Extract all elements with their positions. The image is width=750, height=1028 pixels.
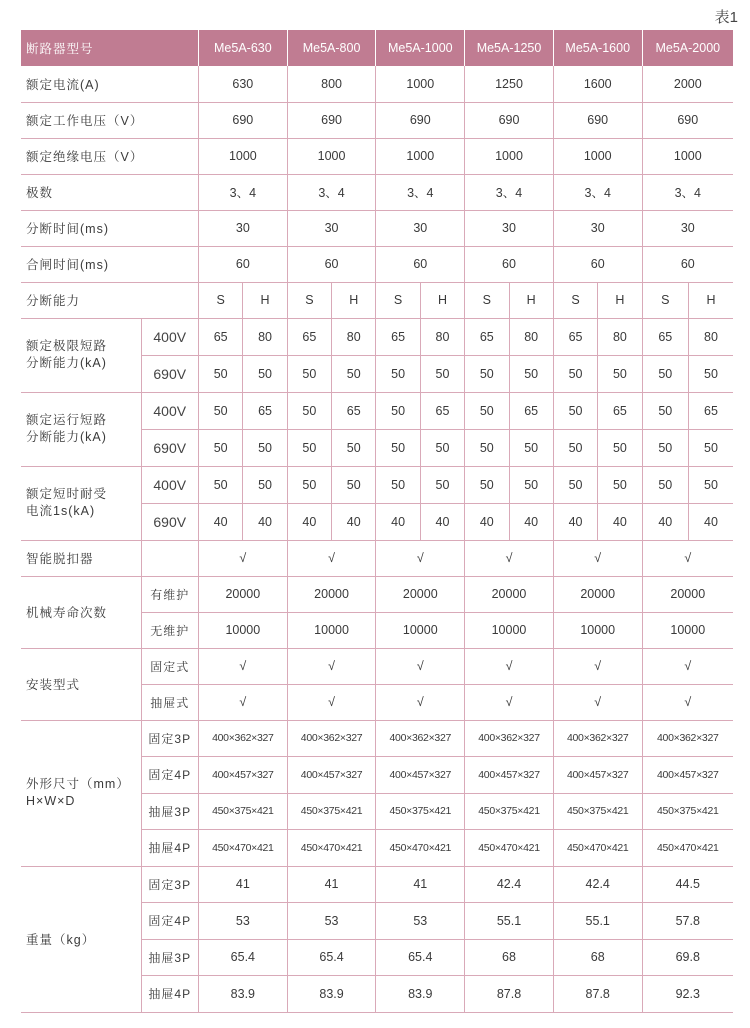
value-cell: 1000 bbox=[465, 138, 554, 174]
value-cell: √ bbox=[642, 684, 733, 720]
value-cell: √ bbox=[642, 648, 733, 684]
value-cell: 400×362×327 bbox=[198, 720, 287, 757]
value-cell: 83.9 bbox=[376, 976, 465, 1013]
row-label: 重量（kg） bbox=[21, 866, 141, 1012]
s-header: S bbox=[376, 282, 420, 318]
break-time-row bbox=[21, 210, 733, 246]
close-time-row bbox=[21, 246, 733, 282]
value-cell: 450×470×421 bbox=[198, 830, 287, 867]
value-cell: 40 bbox=[642, 503, 688, 540]
value-cell: 60 bbox=[198, 246, 287, 282]
value-cell: 40 bbox=[243, 503, 287, 540]
value-cell: 50 bbox=[509, 355, 553, 392]
value-cell: 450×375×421 bbox=[553, 793, 642, 830]
value-cell: 92.3 bbox=[642, 976, 733, 1013]
value-cell: 50 bbox=[642, 429, 688, 466]
row-label: 额定电流(A) bbox=[21, 66, 198, 102]
label-line: 额定运行短路 bbox=[26, 413, 108, 427]
value-cell: 30 bbox=[465, 210, 554, 246]
s-header: S bbox=[198, 282, 242, 318]
value-cell: 50 bbox=[598, 429, 642, 466]
value-cell: 50 bbox=[376, 355, 420, 392]
value-cell: 690 bbox=[465, 102, 554, 138]
label-line: 分断能力(kA) bbox=[26, 430, 107, 444]
value-cell: 60 bbox=[287, 246, 376, 282]
value-cell: 65 bbox=[287, 318, 331, 355]
row-label: 机械寿命次数 bbox=[21, 576, 141, 648]
value-cell: 50 bbox=[420, 466, 464, 503]
service-breaking-row bbox=[21, 392, 733, 429]
value-cell: 30 bbox=[376, 210, 465, 246]
sub-label: 抽屉3P bbox=[141, 939, 198, 976]
value-cell: 10000 bbox=[376, 612, 465, 648]
s-header: S bbox=[553, 282, 597, 318]
value-cell: 50 bbox=[198, 355, 242, 392]
value-cell: 80 bbox=[598, 318, 642, 355]
value-cell: 400×457×327 bbox=[465, 757, 554, 794]
value-cell: √ bbox=[376, 684, 465, 720]
value-cell: 1250 bbox=[465, 66, 554, 102]
value-cell: √ bbox=[553, 540, 642, 576]
value-cell: 690 bbox=[198, 102, 287, 138]
value-cell: √ bbox=[287, 540, 376, 576]
h-header: H bbox=[332, 282, 376, 318]
value-cell: 65 bbox=[198, 318, 242, 355]
header-label: 断路器型号 bbox=[21, 30, 198, 66]
value-cell: 450×470×421 bbox=[553, 830, 642, 867]
value-cell: 10000 bbox=[553, 612, 642, 648]
value-cell: 40 bbox=[465, 503, 509, 540]
value-cell: 50 bbox=[376, 429, 420, 466]
row-label bbox=[21, 392, 141, 466]
value-cell: 1000 bbox=[376, 138, 465, 174]
value-cell: 50 bbox=[553, 429, 597, 466]
value-cell: 400×457×327 bbox=[553, 757, 642, 794]
value-cell: 50 bbox=[332, 466, 376, 503]
row-label: 极数 bbox=[21, 174, 198, 210]
value-cell: 50 bbox=[688, 429, 733, 466]
value-cell: 50 bbox=[287, 392, 331, 429]
voltage-label: 400V bbox=[141, 392, 198, 429]
value-cell: 80 bbox=[243, 318, 287, 355]
dimensions-row bbox=[21, 720, 733, 757]
row-label: 智能脱扣器 bbox=[21, 540, 141, 576]
value-cell: 50 bbox=[688, 466, 733, 503]
value-cell: 50 bbox=[598, 355, 642, 392]
row-label: 分断时间(ms) bbox=[21, 210, 198, 246]
value-cell: 1000 bbox=[642, 138, 733, 174]
value-cell: 30 bbox=[198, 210, 287, 246]
voltage-label: 690V bbox=[141, 355, 198, 392]
h-header: H bbox=[598, 282, 642, 318]
value-cell: 450×470×421 bbox=[376, 830, 465, 867]
value-cell: 400×362×327 bbox=[287, 720, 376, 757]
value-cell: 53 bbox=[376, 903, 465, 940]
table-number: 表1 bbox=[714, 9, 738, 26]
value-cell: 400×457×327 bbox=[198, 757, 287, 794]
model-header: Me5A-1600 bbox=[553, 30, 642, 66]
value-cell: 1000 bbox=[287, 138, 376, 174]
short-time-row bbox=[21, 466, 733, 503]
value-cell: √ bbox=[465, 684, 554, 720]
value-cell: 2000 bbox=[642, 66, 733, 102]
voltage-label: 690V bbox=[141, 429, 198, 466]
value-cell: 30 bbox=[642, 210, 733, 246]
row-label: 分断能力 bbox=[21, 282, 198, 318]
value-cell: 40 bbox=[198, 503, 242, 540]
value-cell: 10000 bbox=[198, 612, 287, 648]
model-header: Me5A-1250 bbox=[465, 30, 554, 66]
label-line: 外形尺寸（mm） bbox=[26, 777, 130, 791]
value-cell: √ bbox=[376, 540, 465, 576]
value-cell: 65.4 bbox=[376, 939, 465, 976]
sub-label: 有维护 bbox=[141, 576, 198, 612]
row-label: 安装型式 bbox=[21, 648, 141, 720]
value-cell: 50 bbox=[198, 466, 242, 503]
value-cell: 1000 bbox=[198, 138, 287, 174]
spec-table-body bbox=[21, 30, 733, 1012]
value-cell: 40 bbox=[509, 503, 553, 540]
value-cell: 3、4 bbox=[287, 174, 376, 210]
value-cell: 40 bbox=[332, 503, 376, 540]
value-cell: 65 bbox=[376, 318, 420, 355]
value-cell: 41 bbox=[287, 866, 376, 903]
h-header: H bbox=[509, 282, 553, 318]
ultimate-breaking-row bbox=[21, 318, 733, 355]
value-cell: 65 bbox=[243, 392, 287, 429]
value-cell: 60 bbox=[376, 246, 465, 282]
value-cell: √ bbox=[198, 540, 287, 576]
weight-row bbox=[21, 866, 733, 903]
label-line: 额定极限短路 bbox=[26, 339, 108, 353]
value-cell: 68 bbox=[553, 939, 642, 976]
header-row bbox=[21, 30, 733, 66]
value-cell: 400×362×327 bbox=[465, 720, 554, 757]
value-cell: 50 bbox=[243, 355, 287, 392]
value-cell: 50 bbox=[642, 392, 688, 429]
value-cell: 1000 bbox=[376, 66, 465, 102]
value-cell: 53 bbox=[198, 903, 287, 940]
value-cell: 50 bbox=[332, 355, 376, 392]
value-cell: 50 bbox=[465, 466, 509, 503]
voltage-label: 400V bbox=[141, 318, 198, 355]
value-cell: 50 bbox=[198, 392, 242, 429]
value-cell: 40 bbox=[688, 503, 733, 540]
value-cell: 50 bbox=[376, 392, 420, 429]
value-cell: 80 bbox=[420, 318, 464, 355]
voltage-label: 400V bbox=[141, 466, 198, 503]
value-cell: √ bbox=[376, 648, 465, 684]
value-cell: 20000 bbox=[198, 576, 287, 612]
sub-label: 抽屉4P bbox=[141, 976, 198, 1013]
model-header: Me5A-2000 bbox=[642, 30, 733, 66]
value-cell: 400×362×327 bbox=[376, 720, 465, 757]
value-cell: √ bbox=[642, 540, 733, 576]
value-cell: 400×362×327 bbox=[642, 720, 733, 757]
value-cell: 3、4 bbox=[553, 174, 642, 210]
value-cell: 40 bbox=[287, 503, 331, 540]
value-cell: 1600 bbox=[553, 66, 642, 102]
value-cell: 450×470×421 bbox=[465, 830, 554, 867]
s-header: S bbox=[642, 282, 688, 318]
value-cell: 400×457×327 bbox=[376, 757, 465, 794]
value-cell: 83.9 bbox=[287, 976, 376, 1013]
sub-label: 抽屉4P bbox=[141, 830, 198, 867]
value-cell: 3、4 bbox=[376, 174, 465, 210]
model-header: Me5A-1000 bbox=[376, 30, 465, 66]
value-cell: 10000 bbox=[465, 612, 554, 648]
value-cell: 50 bbox=[287, 429, 331, 466]
value-cell: 40 bbox=[598, 503, 642, 540]
value-cell: 10000 bbox=[642, 612, 733, 648]
value-cell: 50 bbox=[553, 392, 597, 429]
label-line: 电流1s(kA) bbox=[26, 504, 96, 518]
value-cell: 50 bbox=[509, 466, 553, 503]
value-cell: 42.4 bbox=[465, 866, 554, 903]
value-cell: √ bbox=[198, 684, 287, 720]
value-cell: 30 bbox=[287, 210, 376, 246]
breaking-capacity-row bbox=[21, 282, 733, 318]
value-cell: 20000 bbox=[553, 576, 642, 612]
poles-row bbox=[21, 174, 733, 210]
value-cell: √ bbox=[198, 648, 287, 684]
spec-table bbox=[21, 30, 733, 1013]
sub-label: 固定4P bbox=[141, 757, 198, 794]
value-cell: 80 bbox=[509, 318, 553, 355]
value-cell: 80 bbox=[688, 318, 733, 355]
value-cell: 50 bbox=[332, 429, 376, 466]
sub-label: 抽屉式 bbox=[141, 684, 198, 720]
value-cell: √ bbox=[465, 540, 554, 576]
sub-label: 固定式 bbox=[141, 648, 198, 684]
value-cell: 65.4 bbox=[198, 939, 287, 976]
value-cell: 50 bbox=[376, 466, 420, 503]
value-cell: √ bbox=[287, 684, 376, 720]
value-cell: √ bbox=[553, 648, 642, 684]
value-cell: 69.8 bbox=[642, 939, 733, 976]
value-cell: 65 bbox=[332, 392, 376, 429]
value-cell: √ bbox=[287, 648, 376, 684]
s-header: S bbox=[465, 282, 509, 318]
value-cell: 44.5 bbox=[642, 866, 733, 903]
value-cell: 41 bbox=[198, 866, 287, 903]
s-header: S bbox=[287, 282, 331, 318]
label-line: 分断能力(kA) bbox=[26, 356, 107, 370]
insulation-voltage-row bbox=[21, 138, 733, 174]
model-header: Me5A-800 bbox=[287, 30, 376, 66]
value-cell: 20000 bbox=[642, 576, 733, 612]
value-cell: 50 bbox=[465, 429, 509, 466]
rated-voltage-row bbox=[21, 102, 733, 138]
sub-label: 固定4P bbox=[141, 903, 198, 940]
value-cell: 20000 bbox=[376, 576, 465, 612]
value-cell: 800 bbox=[287, 66, 376, 102]
label-line: 额定短时耐受 bbox=[26, 487, 108, 501]
value-cell: √ bbox=[465, 648, 554, 684]
value-cell: 50 bbox=[642, 466, 688, 503]
rated-current-row bbox=[21, 66, 733, 102]
value-cell: 60 bbox=[553, 246, 642, 282]
voltage-label: 690V bbox=[141, 503, 198, 540]
value-cell: 65 bbox=[509, 392, 553, 429]
value-cell: 65 bbox=[642, 318, 688, 355]
label-line: H×W×D bbox=[26, 794, 76, 808]
value-cell: 630 bbox=[198, 66, 287, 102]
value-cell: 40 bbox=[376, 503, 420, 540]
value-cell: 55.1 bbox=[465, 903, 554, 940]
sub-label: 抽屉3P bbox=[141, 793, 198, 830]
row-label: 合闸时间(ms) bbox=[21, 246, 198, 282]
value-cell: 3、4 bbox=[642, 174, 733, 210]
value-cell: 20000 bbox=[465, 576, 554, 612]
value-cell: 83.9 bbox=[198, 976, 287, 1013]
smart-trip-row bbox=[21, 540, 733, 576]
h-header: H bbox=[420, 282, 464, 318]
row-label bbox=[21, 318, 141, 392]
value-cell: 65 bbox=[688, 392, 733, 429]
value-cell: 65 bbox=[420, 392, 464, 429]
value-cell: 65.4 bbox=[287, 939, 376, 976]
value-cell: 50 bbox=[642, 355, 688, 392]
value-cell: 50 bbox=[465, 392, 509, 429]
value-cell: 400×362×327 bbox=[553, 720, 642, 757]
value-cell: 450×470×421 bbox=[287, 830, 376, 867]
value-cell: 60 bbox=[465, 246, 554, 282]
value-cell: 400×457×327 bbox=[642, 757, 733, 794]
value-cell: 50 bbox=[509, 429, 553, 466]
value-cell: 53 bbox=[287, 903, 376, 940]
sub-label: 固定3P bbox=[141, 866, 198, 903]
value-cell: 41 bbox=[376, 866, 465, 903]
value-cell: 80 bbox=[332, 318, 376, 355]
value-cell: 450×375×421 bbox=[287, 793, 376, 830]
value-cell: 65 bbox=[465, 318, 509, 355]
value-cell: 1000 bbox=[553, 138, 642, 174]
empty-cell bbox=[141, 540, 198, 576]
value-cell: 50 bbox=[243, 466, 287, 503]
row-label bbox=[21, 720, 141, 866]
value-cell: 450×470×421 bbox=[642, 830, 733, 867]
value-cell: 20000 bbox=[287, 576, 376, 612]
value-cell: 690 bbox=[376, 102, 465, 138]
value-cell: 690 bbox=[287, 102, 376, 138]
row-label: 额定工作电压（V） bbox=[21, 102, 198, 138]
h-header: H bbox=[688, 282, 733, 318]
value-cell: 57.8 bbox=[642, 903, 733, 940]
value-cell: 55.1 bbox=[553, 903, 642, 940]
value-cell: 3、4 bbox=[198, 174, 287, 210]
value-cell: 450×375×421 bbox=[376, 793, 465, 830]
value-cell: 50 bbox=[553, 355, 597, 392]
value-cell: 50 bbox=[198, 429, 242, 466]
h-header: H bbox=[243, 282, 287, 318]
row-label bbox=[21, 466, 141, 540]
value-cell: 50 bbox=[598, 466, 642, 503]
model-header: Me5A-630 bbox=[198, 30, 287, 66]
value-cell: 3、4 bbox=[465, 174, 554, 210]
row-label: 额定绝缘电压（V） bbox=[21, 138, 198, 174]
value-cell: 400×457×327 bbox=[287, 757, 376, 794]
value-cell: 40 bbox=[553, 503, 597, 540]
value-cell: 65 bbox=[598, 392, 642, 429]
value-cell: 50 bbox=[465, 355, 509, 392]
value-cell: 50 bbox=[688, 355, 733, 392]
value-cell: 450×375×421 bbox=[465, 793, 554, 830]
value-cell: 50 bbox=[420, 355, 464, 392]
sub-label: 固定3P bbox=[141, 720, 198, 757]
value-cell: 50 bbox=[287, 355, 331, 392]
value-cell: 10000 bbox=[287, 612, 376, 648]
value-cell: 50 bbox=[553, 466, 597, 503]
value-cell: 87.8 bbox=[553, 976, 642, 1013]
value-cell: 50 bbox=[420, 429, 464, 466]
value-cell: 42.4 bbox=[553, 866, 642, 903]
value-cell: 30 bbox=[553, 210, 642, 246]
value-cell: 65 bbox=[553, 318, 597, 355]
value-cell: 40 bbox=[420, 503, 464, 540]
value-cell: 690 bbox=[553, 102, 642, 138]
install-row bbox=[21, 648, 733, 684]
value-cell: 50 bbox=[287, 466, 331, 503]
value-cell: 690 bbox=[642, 102, 733, 138]
mech-life-row bbox=[21, 576, 733, 612]
value-cell: 450×375×421 bbox=[198, 793, 287, 830]
value-cell: 60 bbox=[642, 246, 733, 282]
value-cell: 50 bbox=[243, 429, 287, 466]
sub-label: 无维护 bbox=[141, 612, 198, 648]
value-cell: 450×375×421 bbox=[642, 793, 733, 830]
value-cell: 87.8 bbox=[465, 976, 554, 1013]
value-cell: √ bbox=[553, 684, 642, 720]
value-cell: 68 bbox=[465, 939, 554, 976]
